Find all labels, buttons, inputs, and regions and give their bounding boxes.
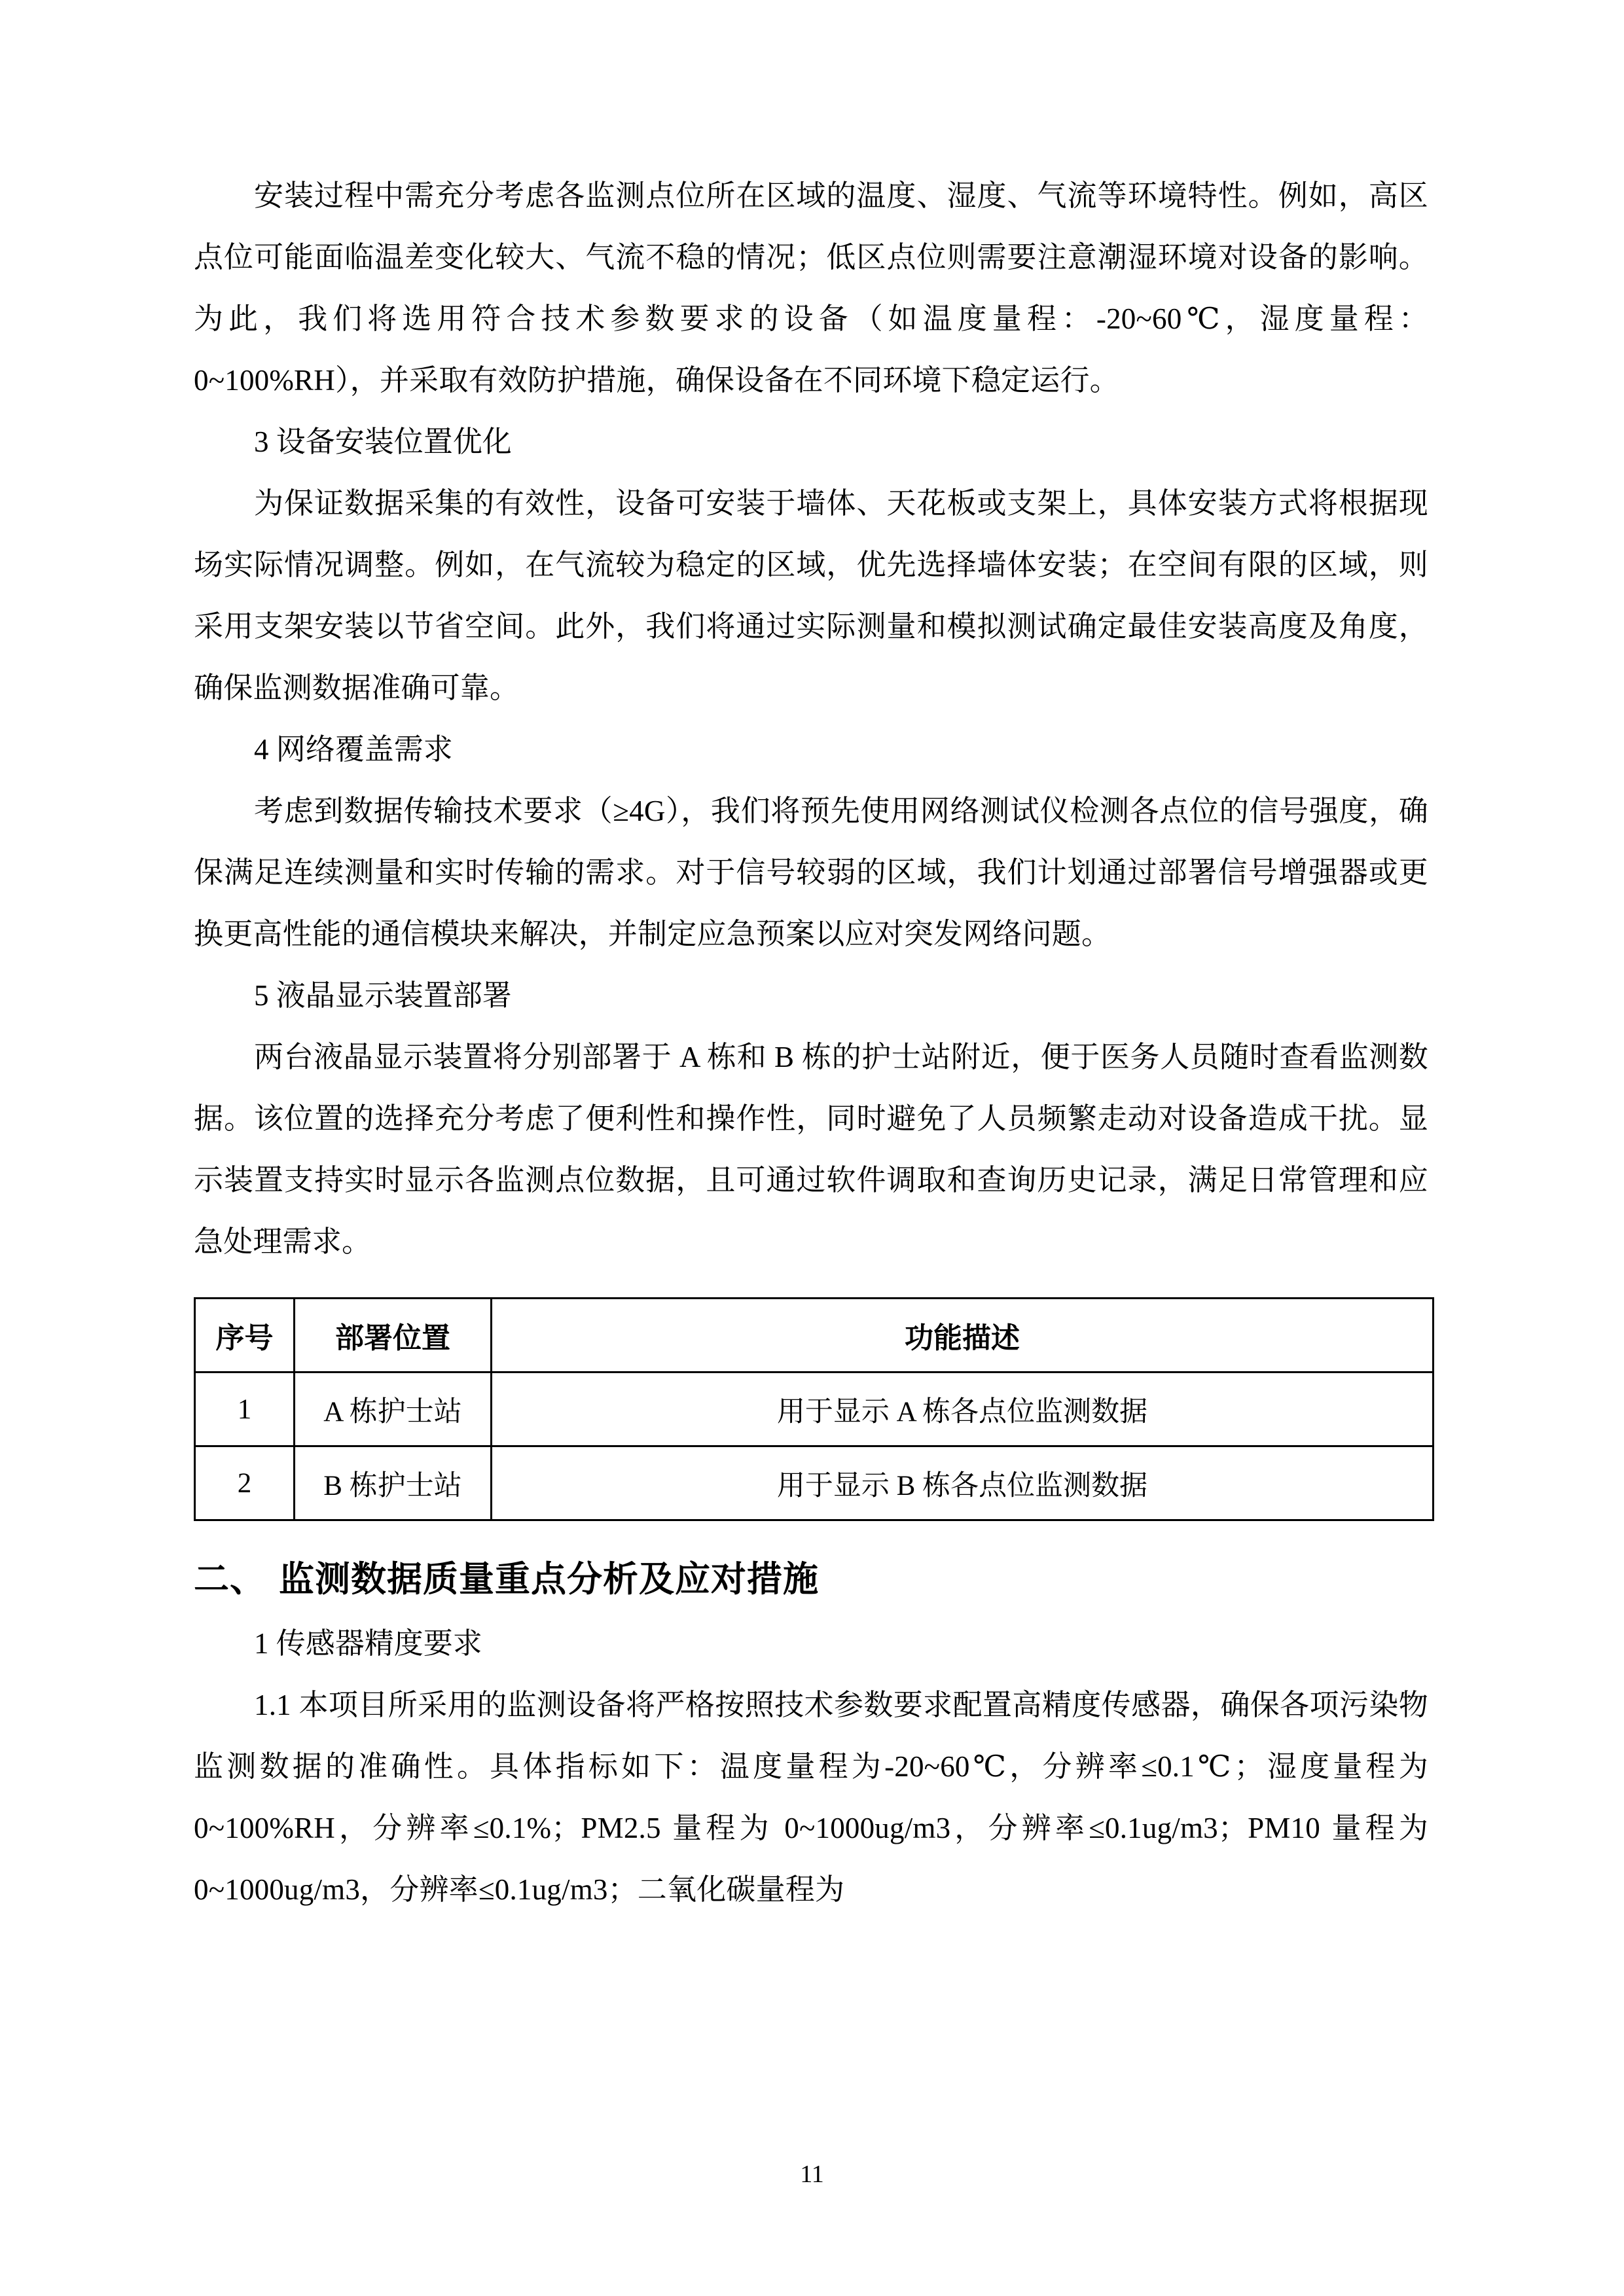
paragraph-install-position-detail: 为保证数据采集的有效性，设备可安装于墙体、天花板或支架上，具体安装方式将根据现场实际情况调整。例如，在气流较为稳定的区域，优先选择墙体安装；在空间有限的区域，则采用支架安装以节省空间。此外，我们将通过实际测量和模拟测试确定最佳安装高度及角度，确保监测数据准确可靠。 bbox=[194, 487, 1428, 704]
table-header-cell-desc: 功能描述 bbox=[492, 1299, 1434, 1372]
table-cell-loc: B 栋护士站 bbox=[295, 1446, 492, 1520]
paragraph-sensor-accuracy-detail: 1.1 本项目所采用的监测设备将严格按照技术参数要求配置高精度传感器，确保各项污染物监测数据的准确性。具体指标如下：温度量程为-20~60℃，分辨率≤0.1℃；湿度量程为 0~100%RH，分辨率≤0.1%；PM2.5 量程为 0~1000ug/m3，分辨率≤0.1ug/m3；PM10 量程为 0~1000ug/m3，分辨率≤0.1ug/m3；二氧化碳量程为 bbox=[194, 1689, 1428, 1906]
subheading-5-lcd-deployment: 5 液晶显示装置部署 bbox=[254, 979, 512, 1012]
table-cell-desc: 用于显示 B 栋各点位监测数据 bbox=[492, 1446, 1434, 1520]
table-header-cell-loc: 部署位置 bbox=[295, 1299, 492, 1372]
table-row bbox=[195, 1372, 1434, 1446]
subheading-4-network-coverage: 4 网络覆盖需求 bbox=[254, 733, 453, 766]
table-cell-desc: 用于显示 A 栋各点位监测数据 bbox=[492, 1372, 1434, 1446]
section-heading-2 bbox=[194, 1529, 1428, 1613]
subheading-3-install-position: 3 设备安装位置优化 bbox=[254, 425, 512, 458]
page-content bbox=[194, 165, 1428, 1920]
table-cell-no: 1 bbox=[195, 1372, 295, 1446]
paragraph-install-environment: 安装过程中需充分考虑各监测点位所在区域的温度、湿度、气流等环境特性。例如，高区点位可能面临温差变化较大、气流不稳的情况；低区点位则需要注意潮湿环境对设备的影响。为此，我们将选用符合技术参数要求的设备（如温度量程：-20~60℃，湿度量程：0~100%RH），并采取有效防护措施，确保设备在不同环境下稳定运行。 bbox=[194, 179, 1428, 397]
section-heading-number: 二、 bbox=[194, 1560, 266, 1599]
page-number: 11 bbox=[800, 2161, 824, 2188]
table-header-row bbox=[195, 1299, 1434, 1372]
table-header-cell-no: 序号 bbox=[195, 1299, 295, 1372]
table-cell-loc: A 栋护士站 bbox=[295, 1372, 492, 1446]
table-cell-no: 2 bbox=[195, 1446, 295, 1520]
paragraph-lcd-deployment-detail: 两台液晶显示装置将分别部署于 A 栋和 B 栋的护士站附近，便于医务人员随时查看监测数据。该位置的选择充分考虑了便利性和操作性，同时避免了人员频繁走动对设备造成干扰。显示装置支持实时显示各监测点位数据，且可通过软件调取和查询历史记录，满足日常管理和应急处理需求。 bbox=[194, 1041, 1428, 1258]
section-heading-title: 监测数据质量重点分析及应对措施 bbox=[279, 1560, 819, 1599]
paragraph-network-coverage-detail: 考虑到数据传输技术要求（≥4G），我们将预先使用网络测试仪检测各点位的信号强度，确保满足连续测量和实时传输的需求。对于信号较弱的区域，我们计划通过部署信号增强器或更换更高性能的通信模块来解决，并制定应急预案以应对突发网络问题。 bbox=[194, 795, 1428, 950]
lcd-deployment-table bbox=[194, 1297, 1434, 1521]
table-row bbox=[195, 1446, 1434, 1520]
subheading-1-sensor-accuracy: 1 传感器精度要求 bbox=[254, 1627, 482, 1660]
